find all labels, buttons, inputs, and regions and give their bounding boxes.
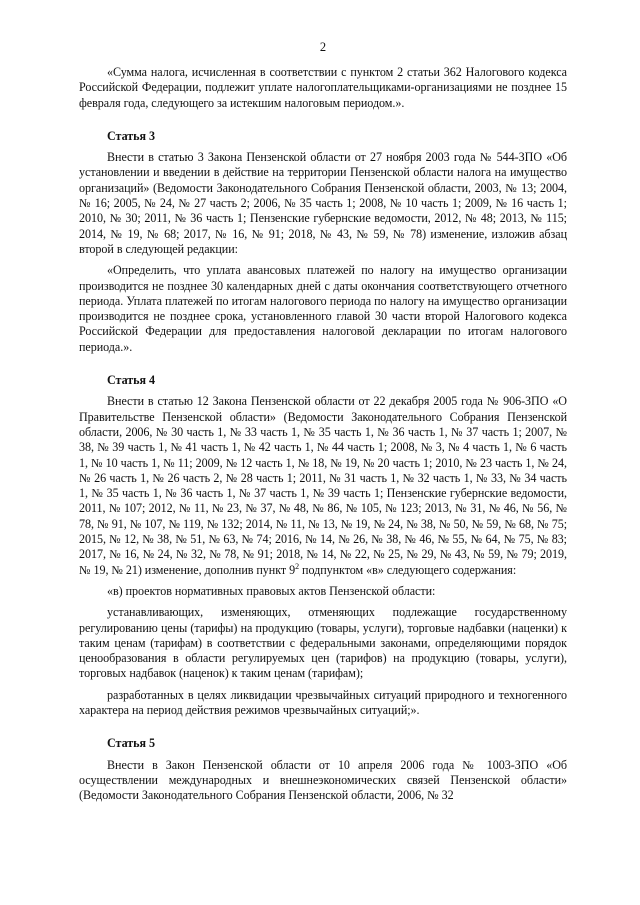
superscript-2: 2	[295, 561, 300, 571]
article-4-paragraph-2: «в) проектов нормативных правовых актов Пензенской области:	[107, 583, 436, 598]
document-page	[79, 40, 567, 803]
article-3-paragraph-1: Внести в статью 3 Закона Пензенской области от 27 ноября 2003 года № 544-ЗПО «Об установлении и введении в действие на территории Пензенской области налога на имущество организаций» (Ведомости Законодательного Собрания Пензенской области, 2003, № 13; 2004, № 16; 2005, № 24, № 27 часть 2; 2006, № 35 часть 1; 2008, № 10 часть 1; 2009, № 16 часть 1; 2010, № 30; 2011, № 36 часть 1; Пензенские губернские ведомости, 2012, № 48; 2013, № 115; 2014, № 19, № 68; 2017, № 16, № 91; 2018, № 43, № 59, № 78) изменение, изложив абзац второй в следующей редакции:	[79, 150, 567, 256]
article-4-paragraph-3: устанавливающих, изменяющих, отменяющих подлежащие государственному регулированию цены (тарифы) на продукцию (товары, услуги), торговые надбавки (наценки) к таким ценам (тарифам) в соответствии с федеральными законами, определяющими порядок ценообразования в области регулируемых цен (тарифов) на продукцию (товары, услуги), торговых надбавок (наценок) к таким ценам (тарифам);	[79, 605, 567, 681]
paragraph-sum-of-tax: «Сумма налога, исчисленная в соответствии с пунктом 2 статьи 362 Налогового кодекса Российской Федерации, подлежит уплате налогоплательщиками-организациями не позднее 15 февраля года, следующего за истекшим налоговым периодом.».	[79, 65, 567, 110]
article-5-paragraph-1: Внести в Закон Пензенской области от 10 апреля 2006 года № 1003-ЗПО «Об осуществлении международных и внешнеэкономических связей Пензенской области» (Ведомости Законодательного Собрания Пензенской области, 2006, № 32	[79, 757, 567, 803]
article-3-heading: Статья 3	[107, 128, 155, 143]
article-4-paragraph-1-tail: подпунктом «в» следующего содержания:	[299, 562, 517, 577]
page-number: 2	[319, 40, 327, 54]
article-4-paragraph-1	[79, 394, 567, 578]
article-4-paragraph-1-text: Внести в статью 12 Закона Пензенской области от 22 декабря 2005 года № 906-ЗПО «О Правительстве Пензенской области» (Ведомости Законодательного Собрания Пензенской области, 2006, № 30 часть 1, № 33 часть 1, № 35 часть 1, № 36 часть 1, № 37 часть 1; 2007, № 38, № 39 часть 1, № 41 часть 1, № 42 часть 1, № 44 часть 1; 2008, № 3, № 4 часть 1, № 6 часть 1, № 10 часть 1, № 11; 2009, № 12 часть 1, № 18, № 19, № 20 часть 1; 2010, № 23 часть 1, № 24, № 26 часть 1, № 26 часть 2, № 28 часть 1; 2011, № 31 часть 1, № 32 часть 1, № 33, № 34 часть 1, № 35 часть 1, № 36 часть 1, № 37 часть 1, № 39 часть 1; Пензенские губернские ведомости, 2011, № 107; 2012, № 11, № 23, № 37, № 48, № 86, № 105, № 123; 2013, № 31, № 46, № 56, № 78, № 91, № 107, № 119, № 132; 2014, № 11, № 13, № 19, № 24, № 38, № 50, № 59, № 68, № 75; 2015, № 12, № 38, № 51, № 63, № 74; 2016, № 14, № 26, № 38, № 46, № 55, № 64, № 75, № 83; 2017, № 16, № 24, № 32, № 78, № 91; 2018, № 14, № 22, № 25, № 29, № 43, № 59, № 79; 2019, № 19, № 21) изменение, дополнив пункт 9	[79, 394, 567, 577]
article-5-heading: Статья 5	[107, 736, 155, 751]
article-3-paragraph-2: «Определить, что уплата авансовых платежей по налогу на имущество организации производится не позднее 30 календарных дней с даты окончания соответствующего отчетного периода. Уплата платежей по итогам налогового периода по налогу на имущество организации производится не позднее срока, установленного главой 30 части второй Налогового кодекса Российской Федерации для предоставления налоговой декларации по итогам налогового периода.».	[79, 263, 567, 354]
article-4-heading: Статья 4	[107, 373, 155, 388]
article-4-paragraph-4: разработанных в целях ликвидации чрезвычайных ситуаций природного и техногенного характера на период действия режимов чрезвычайных ситуаций;».	[79, 687, 567, 717]
